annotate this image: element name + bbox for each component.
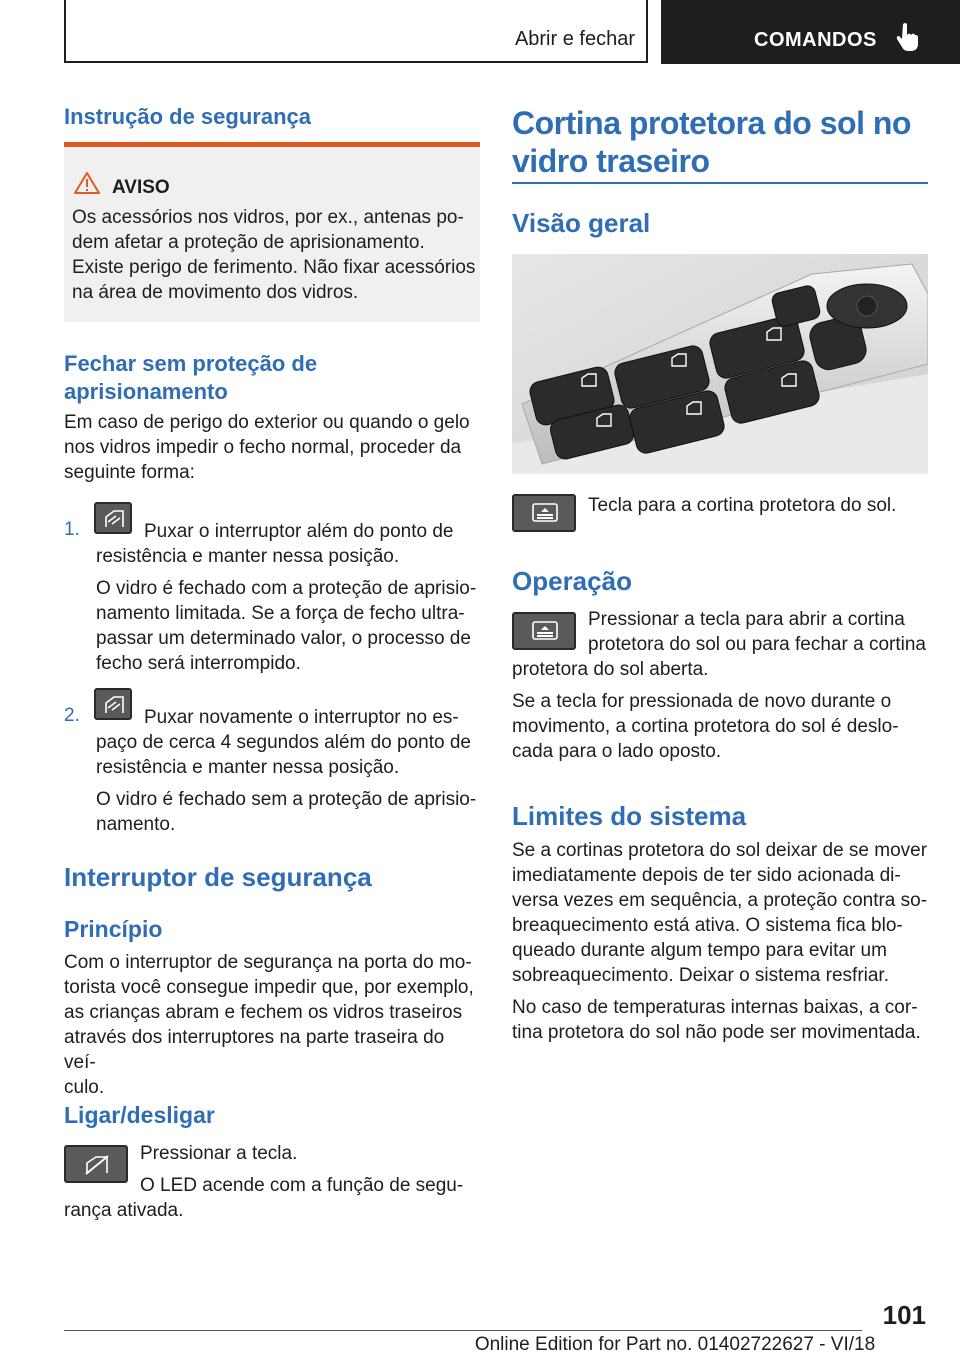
operation-text: protetora do sol aberta. <box>512 659 709 680</box>
step-text: paço de cerca 4 segundos além do ponto de resistência e manter nessa posição. <box>96 732 471 778</box>
operation-text-2: Se a tecla for pressionada de novo durante o movimento, a cortina protetora do sol é deslo- cada para o lado oposto. <box>512 691 899 762</box>
footer-edition: Online Edition for Part no. 01402722627 - VI/18 <box>474 1334 876 1355</box>
step-number: 1. <box>64 519 80 540</box>
onoff-text: O LED acende com a função de segu- <box>140 1175 464 1196</box>
principle-heading: Princípio <box>64 916 163 942</box>
operation-text: protetora do sol ou para fechar a cortina <box>588 634 926 655</box>
operation-text: Pressionar a tecla para abrir a cortina <box>588 609 905 630</box>
window-icon <box>102 508 126 530</box>
principle-text: Com o interruptor de segurança na porta do mo- torista você consegue impedir que, por exemplo, as crianças abram e fechem os vidros traseiros através dos interruptores na parte traseira do veí- culo. <box>64 952 474 1098</box>
safety-switch-key <box>64 1145 128 1183</box>
sunblind-icon <box>531 620 559 642</box>
header-section-title: Abrir e fechar <box>514 28 635 50</box>
hand-pointer-icon <box>896 22 920 52</box>
sunblind-key-caption: Tecla para a cortina protetora do sol. <box>588 495 897 516</box>
header-chapter-title: COMANDOS <box>754 29 877 51</box>
limits-text-2: No caso de temperaturas internas baixas, a cor- tina protetora do sol não pode ser movimentada. <box>512 997 921 1043</box>
footer-rule <box>64 1330 862 1331</box>
warning-triangle-icon <box>74 172 100 194</box>
step-result: O vidro é fechado sem a proteção de aprisio- namento. <box>96 789 477 835</box>
step-text: resistência e manter nessa posição. <box>96 546 400 567</box>
onoff-text: rança ativada. <box>64 1200 184 1221</box>
step-number: 2. <box>64 705 80 726</box>
sunblind-key <box>512 612 576 650</box>
window-lock-icon <box>83 1153 111 1177</box>
limits-heading: Limites do sistema <box>512 801 747 831</box>
title-rule <box>512 182 928 184</box>
page-header <box>0 0 960 64</box>
safety-heading: Instrução de segurança <box>64 104 311 129</box>
window-switch-key <box>94 688 132 720</box>
sunblind-key <box>512 494 576 532</box>
step-result: O vidro é fechado com a proteção de aprisio- namento limitada. Se a força de fecho ultra- passar um determinado valor, o processo de fecho será interrompido. <box>96 578 477 674</box>
page-number: 101 <box>882 1300 926 1330</box>
warning-text: Os acessórios nos vidros, por ex., antenas po- dem afetar a proteção de aprisionamento. Existe perigo de ferimento. Não fixar acessórios na área de movimento dos vidros. <box>72 207 476 303</box>
limits-text: Se a cortinas protetora do sol deixar de se mover imediatamente depois de ter sido acionada di- versa vezes em sequência, a proteção contra so- breaquecimento está ativa. O sistema fica blo- queado durante algum tempo para evitar um sobreaquecimento. Deixar o sistema resfriar. <box>512 840 928 986</box>
step-text: Puxar o interruptor além do ponto de <box>144 521 454 542</box>
warning-label: AVISO <box>112 177 170 198</box>
operation-heading: Operação <box>512 566 632 596</box>
step-text: Puxar novamente o interruptor no es- <box>144 707 459 728</box>
door-switch-panel-photo <box>512 254 928 474</box>
onoff-text: Pressionar a tecla. <box>140 1143 298 1164</box>
sunblind-icon <box>531 502 559 524</box>
window-icon <box>102 694 126 716</box>
close-intro: Em caso de perigo do exterior ou quando o gelo nos vidros impedir o fecho normal, proceder da seguinte forma: <box>64 412 470 483</box>
warning-box <box>64 142 480 322</box>
overview-heading: Visão geral <box>512 208 651 238</box>
onoff-heading: Ligar/desligar <box>64 1102 215 1128</box>
close-heading: Fechar sem proteção de aprisionamento <box>64 351 318 404</box>
switch-heading: Interruptor de segurança <box>64 862 372 892</box>
window-switch-key <box>94 502 132 534</box>
sunblind-title: Cortina protetora do sol no vidro traseiro <box>512 105 911 179</box>
header-chapter-tab <box>661 0 960 64</box>
